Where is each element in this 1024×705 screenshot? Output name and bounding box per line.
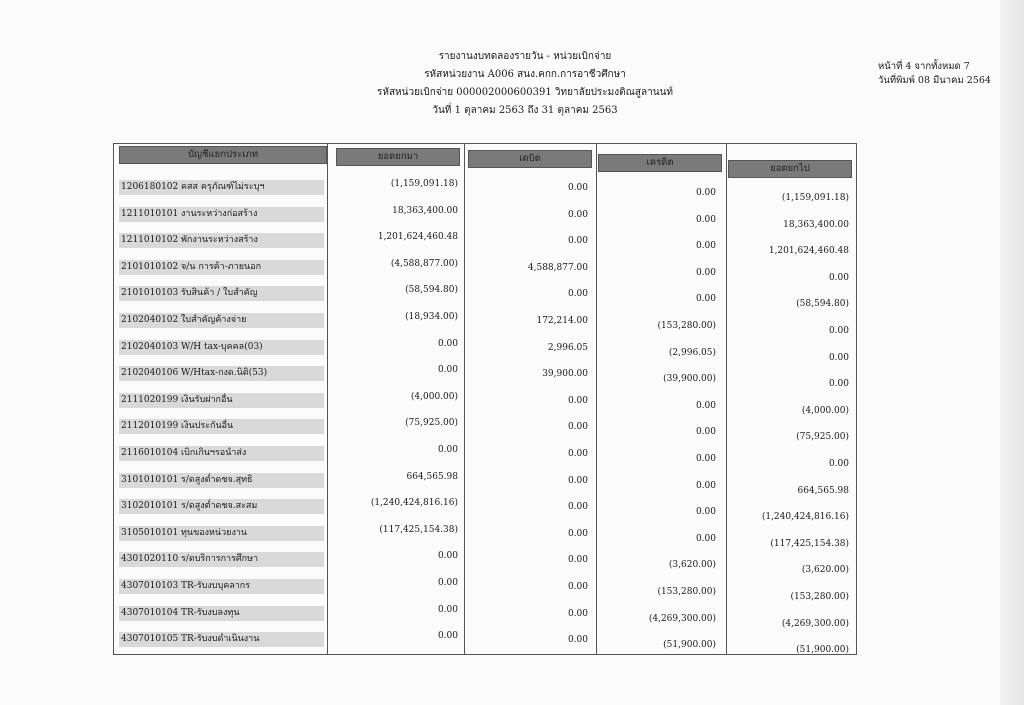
brought-forward-value: (117,425,154.38) — [379, 524, 458, 535]
credit-value: (51,900.00) — [663, 640, 716, 651]
credit-value: 0.00 — [695, 480, 716, 491]
account-code: 2102040103 — [121, 341, 179, 352]
brought-forward-value: (75,925.00) — [405, 418, 458, 429]
table-row — [114, 493, 858, 523]
account-name: รับสินค้า / ใบสำคัญ — [181, 288, 258, 299]
credit-value: 0.00 — [695, 454, 716, 464]
carried-forward-value: 664,565.98 — [797, 485, 849, 496]
table-row — [114, 387, 858, 414]
table-row — [114, 440, 858, 467]
account-name: งานระหว่างก่อสร้าง — [181, 208, 258, 219]
carried-forward-value: 0.00 — [828, 352, 849, 363]
account-cell — [119, 233, 324, 248]
account-cell — [119, 526, 324, 541]
credit-value: 0.00 — [695, 214, 716, 225]
table-row — [114, 227, 858, 257]
table-row — [114, 626, 858, 656]
table-row — [114, 520, 858, 547]
debit-value: 0.00 — [567, 209, 588, 220]
carried-forward-value: (75,925.00) — [796, 432, 849, 443]
account-code: 4307010103 — [121, 581, 179, 591]
brought-forward-value: (4,000.00) — [410, 391, 458, 402]
table-row — [114, 201, 858, 228]
table-row — [114, 600, 858, 627]
account-name: W/Htax-กงด.นิติ(53) — [181, 368, 268, 379]
table-row — [114, 360, 858, 390]
credit-value: (153,280.00) — [657, 587, 716, 597]
page-number: หน้าที่ 4 จากทั้งหมด 7 — [878, 61, 970, 72]
account-code: 2116010104 — [121, 448, 179, 458]
page-edge — [1000, 0, 1024, 705]
account-cell — [119, 579, 324, 594]
table-row — [114, 280, 858, 310]
carried-forward-value: 0.00 — [828, 379, 849, 390]
brought-forward-value: 0.00 — [437, 578, 458, 588]
page-info — [878, 60, 991, 88]
brought-forward-value: 1,201,624,460.48 — [377, 232, 458, 243]
carried-forward-value: 0.00 — [828, 272, 849, 283]
credit-value: (3,620.00) — [668, 560, 716, 571]
debit-value: 0.00 — [567, 395, 588, 406]
carried-forward-value: (1,240,424,816.16) — [761, 512, 849, 523]
table-row — [114, 334, 858, 361]
account-cell — [119, 632, 324, 647]
credit-value: 0.00 — [695, 267, 716, 278]
account-code: 2102040106 — [121, 368, 179, 379]
debit-value: 0.00 — [567, 582, 588, 592]
debit-value: 0.00 — [567, 528, 588, 539]
carried-forward-value: (3,620.00) — [801, 565, 849, 576]
account-name: คสส ครุภัณฑ์ไม่ระบุฯ — [181, 182, 265, 192]
account-code: 4307010104 — [121, 607, 179, 618]
debit-value: 4,588,877.00 — [527, 262, 588, 273]
account-name: W/H tax-บุคคล(03) — [181, 341, 263, 352]
table-row — [114, 174, 858, 201]
account-code: 2112010199 — [121, 421, 179, 432]
carried-forward-value: (51,900.00) — [796, 645, 849, 656]
account-name: ร/ดสูงต่ำดชจ.สุทธิ — [181, 474, 253, 485]
account-name: TR-รับงบลงทุน — [181, 607, 240, 618]
account-cell — [119, 313, 324, 328]
brought-forward-value: (18,934.00) — [405, 312, 458, 322]
account-cell — [119, 393, 324, 408]
table-row — [114, 254, 858, 281]
account-name: ใบสำคัญค้างจ่าย — [181, 315, 247, 325]
debit-value: 0.00 — [567, 449, 588, 459]
account-cell — [119, 366, 324, 381]
account-cell — [119, 207, 324, 222]
account-cell — [119, 340, 324, 355]
brought-forward-value: (1,240,424,816.16) — [370, 498, 458, 509]
debit-value: 0.00 — [567, 422, 588, 433]
account-code: 3105010101 — [121, 527, 179, 538]
credit-value: 0.00 — [695, 241, 716, 252]
brought-forward-value: 0.00 — [437, 631, 458, 642]
credit-value: 0.00 — [695, 507, 716, 518]
header-carried-forward: ยอดยกไป — [728, 160, 852, 178]
account-cell — [119, 552, 324, 567]
brought-forward-value: 18,363,400.00 — [392, 205, 458, 216]
period-line: วันที่ 1 ตุลาคม 2563 ถึง 31 ตุลาคม 2563 — [432, 105, 618, 116]
carried-forward-value: (1,159,091.18) — [781, 193, 849, 203]
table-row — [114, 307, 858, 334]
account-cell — [119, 606, 324, 621]
carried-forward-value: (117,425,154.38) — [770, 538, 849, 549]
report-title: รายงานงบทดลองรายวัน - หน่วยเบิกจ่าย — [438, 51, 612, 62]
brought-forward-value: (58,594.80) — [405, 285, 458, 296]
credit-value: 0.00 — [695, 400, 716, 411]
account-code: 3102010101 — [121, 501, 179, 512]
carried-forward-value: (58,594.80) — [796, 299, 849, 310]
account-code: 1206180102 — [121, 182, 179, 192]
account-name: TR-รับงบบุคลากร — [181, 581, 251, 591]
debit-value: 0.00 — [567, 555, 588, 566]
brought-forward-value: 0.00 — [437, 445, 458, 455]
account-code: 2111020199 — [121, 394, 179, 405]
trial-balance-table — [113, 143, 857, 655]
account-cell — [119, 473, 324, 488]
account-name: พักงานระหว่างสร้าง — [181, 235, 258, 246]
account-code: 2101010103 — [121, 288, 179, 299]
carried-forward-value: (4,269,300.00) — [781, 618, 849, 629]
account-name: จ/น การค้า-ภายนอก — [181, 261, 262, 272]
header-debit: เดบิต — [468, 150, 592, 168]
credit-value: 0.00 — [695, 427, 716, 438]
debit-value: 0.00 — [567, 608, 588, 619]
account-code: 1211010101 — [121, 208, 179, 219]
account-cell — [119, 499, 324, 514]
brought-forward-value: (1,159,091.18) — [390, 179, 458, 189]
account-name: TR-รับงบดำเนินงาน — [181, 634, 260, 645]
print-date: วันที่พิมพ์ 08 มีนาคม 2564 — [878, 75, 991, 86]
account-code: 4301020110 — [121, 554, 179, 565]
table-row — [114, 467, 858, 494]
credit-value: 0.00 — [695, 533, 716, 544]
carried-forward-value: 18,363,400.00 — [783, 219, 849, 230]
brought-forward-value: 664,565.98 — [406, 471, 458, 482]
account-code: 4307010105 — [121, 634, 179, 645]
account-cell — [119, 446, 324, 461]
brought-forward-value: 0.00 — [437, 604, 458, 615]
account-code: 2102040102 — [121, 315, 179, 325]
credit-value: 0.00 — [695, 188, 716, 198]
account-name: ทุนของหน่วยงาน — [181, 527, 248, 538]
brought-forward-value: 0.00 — [437, 365, 458, 376]
account-code: 1211010102 — [121, 235, 179, 246]
brought-forward-value: 0.00 — [437, 338, 458, 349]
account-name: ร/ดบริการการศึกษา — [181, 554, 259, 565]
carried-forward-value: (153,280.00) — [790, 592, 849, 602]
table-row — [114, 546, 858, 576]
account-code: 3101010101 — [121, 474, 179, 485]
carried-forward-value: 1,201,624,460.48 — [768, 246, 849, 257]
account-name: เงินรับฝากอื่น — [181, 394, 233, 405]
debit-value: 172,214.00 — [536, 316, 588, 326]
header-account: บัญชีแยกประเภท — [119, 146, 327, 164]
agency-line: รหัสหน่วยงาน A006 สนง.คกก.การอาชีวศึกษา — [424, 69, 626, 80]
credit-value: (153,280.00) — [657, 321, 716, 331]
credit-value: (2,996.05) — [668, 347, 716, 358]
debit-value: 0.00 — [567, 475, 588, 486]
account-code: 2101010102 — [121, 261, 179, 272]
report-header — [360, 48, 690, 120]
carried-forward-value: 0.00 — [828, 326, 849, 336]
carried-forward-value: 0.00 — [828, 459, 849, 469]
account-name: เบิกเกินฯรอนำส่ง — [181, 448, 247, 458]
debit-value: 0.00 — [567, 502, 588, 513]
carried-forward-value: (4,000.00) — [801, 405, 849, 416]
debit-value: 39,900.00 — [542, 369, 588, 380]
header-credit: เครดิต — [598, 154, 722, 172]
table-row — [114, 573, 858, 600]
credit-value: (4,269,300.00) — [648, 613, 716, 624]
debit-value: 0.00 — [567, 236, 588, 247]
debit-value: 0.00 — [567, 289, 588, 300]
debit-value: 0.00 — [567, 183, 588, 193]
credit-value: (39,900.00) — [663, 374, 716, 385]
credit-value: 0.00 — [695, 294, 716, 305]
account-cell — [119, 419, 324, 434]
brought-forward-value: 0.00 — [437, 551, 458, 562]
account-cell — [119, 180, 324, 195]
header-brought-forward: ยอดยกมา — [336, 148, 460, 166]
account-cell — [119, 260, 324, 275]
account-name: ร/ดสูงต่ำดชจ.สะสม — [181, 501, 258, 512]
debit-value: 2,996.05 — [547, 342, 588, 353]
account-cell — [119, 286, 324, 301]
debit-value: 0.00 — [567, 635, 588, 646]
table-row — [114, 413, 858, 443]
brought-forward-value: (4,588,877.00) — [390, 258, 458, 269]
disbursement-unit-line: รหัสหน่วยเบิกจ่าย 0000020006003​91 วิทยาลัยประมงติณสูลานนท์ — [376, 87, 674, 98]
account-name: เงินประกันอื่น — [181, 421, 234, 432]
